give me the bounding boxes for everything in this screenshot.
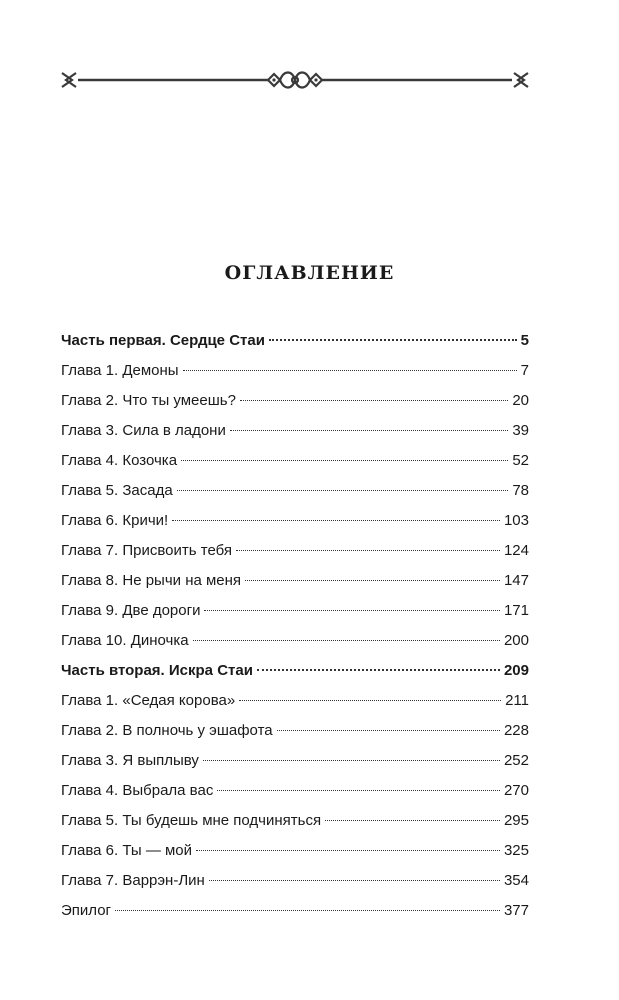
toc-chapter-entry[interactable]: [61, 836, 529, 866]
toc-entry-label: Глава 5. Засада: [61, 482, 173, 499]
dot-leader: [177, 490, 509, 491]
toc-chapter-entry[interactable]: [61, 806, 529, 836]
toc-entry-page-number: 7: [520, 362, 529, 379]
toc-chapter-entry[interactable]: [61, 386, 529, 416]
dot-leader: [257, 669, 500, 671]
toc-part-entry[interactable]: [61, 326, 529, 356]
dot-leader: [181, 460, 508, 461]
toc-entry-page-number: 211: [505, 692, 529, 709]
toc-entry-label: Эпилог: [61, 902, 112, 919]
toc-entry-label: Часть первая. Сердце Стаи: [61, 332, 265, 349]
toc-entry-page-number: 78: [512, 482, 529, 499]
toc-entry-label: Глава 3. Я выплыву: [61, 752, 199, 769]
dot-leader: [193, 640, 500, 641]
toc-entry-label: Глава 1. «Седая корова»: [61, 692, 236, 709]
toc-entry-page-number: 147: [503, 572, 529, 589]
toc-entry-label: Глава 2. В полночь у эшафота: [61, 722, 273, 739]
dot-leader: [240, 400, 508, 401]
toc-entry-page-number: 325: [503, 842, 529, 859]
toc-entry-page-number: 228: [503, 722, 529, 739]
toc-entry-label: Глава 1. Демоны: [61, 362, 179, 379]
toc-chapter-entry[interactable]: [61, 416, 529, 446]
toc-entry-page-number: 252: [503, 752, 529, 769]
dot-leader: [203, 760, 500, 761]
dot-leader: [230, 430, 508, 431]
toc-entry-page-number: 171: [503, 602, 529, 619]
toc-entry-label: Часть вторая. Искра Стаи: [61, 662, 253, 679]
dot-leader: [196, 850, 500, 851]
dot-leader: [239, 700, 501, 701]
dot-leader: [269, 339, 517, 341]
toc-chapter-entry[interactable]: [61, 476, 529, 506]
toc-entry-page-number: 209: [503, 662, 529, 679]
toc-chapter-entry[interactable]: [61, 866, 529, 896]
dot-leader: [183, 370, 517, 371]
toc-chapter-entry[interactable]: [61, 536, 529, 566]
toc-chapter-entry[interactable]: [61, 506, 529, 536]
ornamental-divider-icon: [60, 66, 530, 94]
toc-entry-page-number: 39: [512, 422, 529, 439]
toc-entry-page-number: 20: [512, 392, 529, 409]
toc-entry-page-number: 270: [503, 782, 529, 799]
toc-entry-label: Глава 5. Ты будешь мне подчиняться: [61, 812, 322, 829]
dot-leader: [172, 520, 500, 521]
toc-entry-label: Глава 2. Что ты умеешь?: [61, 392, 236, 409]
toc-entry-page-number: 200: [503, 632, 529, 649]
toc-entry-label: Глава 7. Варрэн-Лин: [61, 872, 205, 889]
toc-entry-label: Глава 10. Диночка: [61, 632, 189, 649]
dot-leader: [204, 610, 500, 611]
toc-chapter-entry[interactable]: [61, 686, 529, 716]
toc-entry-label: Глава 4. Козочка: [61, 452, 178, 469]
table-of-contents: [61, 326, 529, 926]
toc-entry-page-number: 103: [503, 512, 529, 529]
toc-part-entry[interactable]: [61, 656, 529, 686]
toc-chapter-entry[interactable]: [61, 626, 529, 656]
page-title: ОГЛАВЛЕНИЕ: [224, 262, 395, 284]
dot-leader: [236, 550, 500, 551]
toc-entry-label: Глава 6. Ты — мой: [61, 842, 193, 859]
toc-chapter-entry[interactable]: [61, 746, 529, 776]
toc-entry-page-number: 52: [512, 452, 529, 469]
toc-chapter-entry[interactable]: [61, 566, 529, 596]
dot-leader: [325, 820, 500, 821]
toc-entry-label: Глава 4. Выбрала вас: [61, 782, 214, 799]
toc-entry-page-number: 124: [503, 542, 529, 559]
toc-entry-page-number: 5: [520, 332, 529, 349]
toc-chapter-entry[interactable]: [61, 446, 529, 476]
toc-entry-label: Глава 9. Две дороги: [61, 602, 201, 619]
dot-leader: [209, 880, 500, 881]
toc-entry-label: Глава 7. Присвоить тебя: [61, 542, 232, 559]
toc-chapter-entry[interactable]: [61, 896, 529, 926]
toc-chapter-entry[interactable]: [61, 356, 529, 386]
toc-entry-page-number: 377: [503, 902, 529, 919]
toc-entry-label: Глава 3. Сила в ладони: [61, 422, 226, 439]
toc-chapter-entry[interactable]: [61, 596, 529, 626]
toc-entry-page-number: 295: [503, 812, 529, 829]
dot-leader: [245, 580, 500, 581]
toc-entry-label: Глава 6. Кричи!: [61, 512, 169, 529]
toc-chapter-entry[interactable]: [61, 716, 529, 746]
dot-leader: [115, 910, 500, 911]
toc-entry-page-number: 354: [503, 872, 529, 889]
dot-leader: [277, 730, 500, 731]
toc-entry-label: Глава 8. Не рычи на меня: [61, 572, 242, 589]
toc-chapter-entry[interactable]: [61, 776, 529, 806]
dot-leader: [217, 790, 500, 791]
